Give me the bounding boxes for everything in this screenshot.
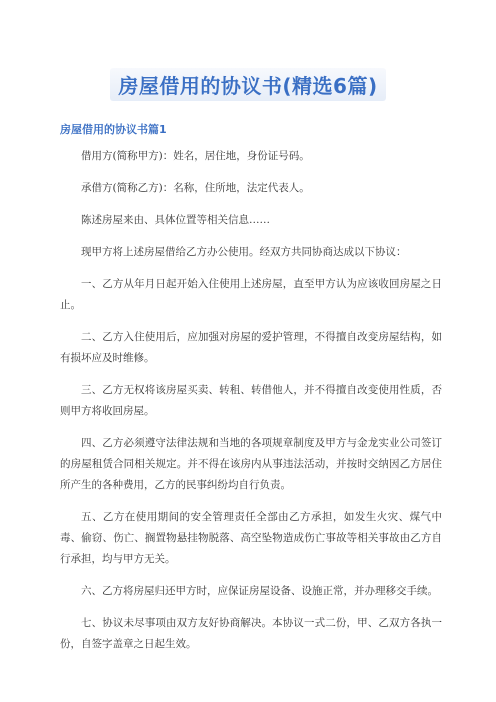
paragraph-borrower: 借用方(简称甲方)：姓名，居住地，身份证号码。 — [81, 150, 310, 162]
paragraph-clause-5: 五、乙方在使用期间的安全管理责任全部由乙方承担，如发生火灾、煤气中毒、偷窃、伤亡、搁置物悬挂物脱落、高空坠物造成伤亡事故等相关事故由乙方自行承担，均与甲方无关。 — [60, 511, 442, 565]
paragraph-clause-7: 七、协议未尽事项由双方友好协商解决。本协议一式二份，甲、乙双方各执一份，自签字盖章之日起生效。 — [60, 617, 442, 650]
paragraph-clause-1: 一、乙方从年月日起开始入住使用上述房屋，直至甲方认为应该收回房屋之日止。 — [60, 278, 442, 311]
document-title: 房屋借用的协议书(精选6篇) — [110, 68, 385, 101]
section-heading: 房屋借用的协议书篇1 — [60, 123, 167, 136]
paragraph-clause-4: 四、乙方必须遵守法律法规和当地的各项规章制度及甲方与金龙实业公司签订的房屋租赁合同相关规定。并不得在该房内从事违法活动，并按时交纳因乙方居住所产生的各种费用，乙方的民事纠纷均自行负责。 — [60, 437, 442, 491]
paragraph-clause-3: 三、乙方无权将该房屋买卖、转租、转借他人，并不得擅自改变使用性质，否则甲方将收回房屋。 — [60, 384, 442, 417]
paragraph-lessee: 承借方(简称乙方)：名称，住所地，法定代表人。 — [81, 182, 310, 194]
paragraph-clause-2: 二、乙方入住使用后，应加强对房屋的爱护管理，不得擅自改变房屋结构，如有损坏应及时维修。 — [60, 331, 442, 364]
document-body — [60, 146, 442, 666]
paragraph-clause-6: 六、乙方将房屋归还甲方时，应保证房屋设备、设施正常，并办理移交手续。 — [81, 585, 438, 597]
paragraph-intro: 现甲方将上述房屋借给乙方办公使用。经双方共同协商达成以下协议： — [81, 246, 407, 258]
paragraph-house-info: 陈述房屋来由、具体位置等相关信息…… — [81, 214, 270, 226]
title-wrap — [0, 68, 496, 101]
